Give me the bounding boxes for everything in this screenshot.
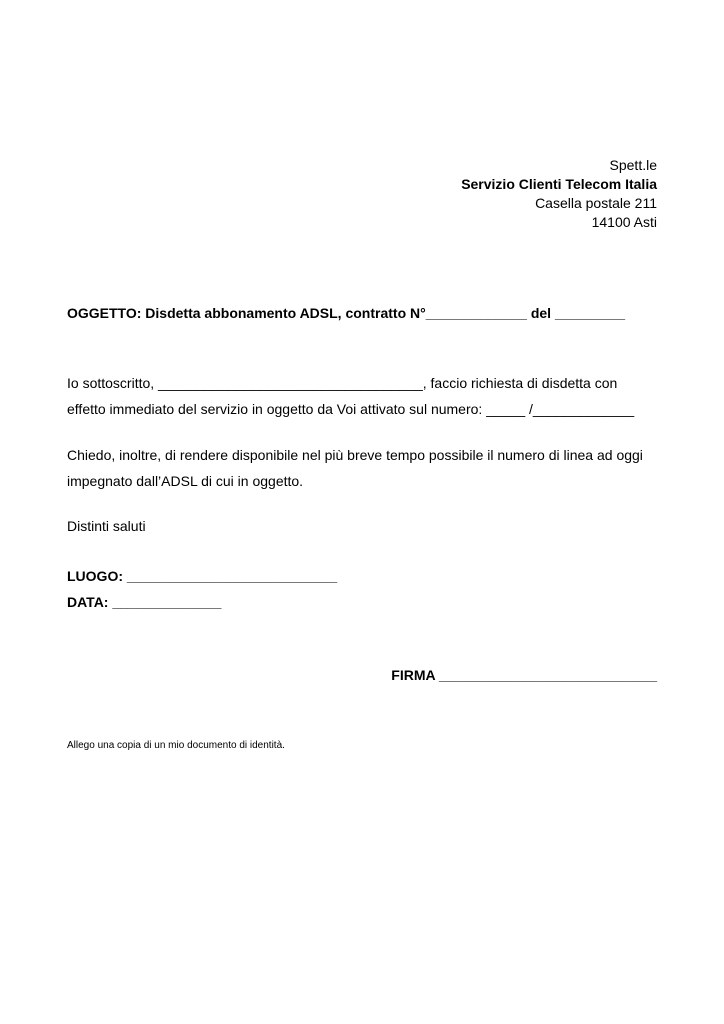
paragraph-request bbox=[67, 370, 667, 422]
paragraph-request-line-2: effetto immediato del servizio in oggetto da Voi attivato sul numero: _____ /_____________ bbox=[67, 401, 635, 417]
recipient-salutation: Spett.le bbox=[609, 157, 657, 173]
closing-greeting: Distinti saluti bbox=[67, 518, 146, 534]
place-field: LUOGO: ___________________________ bbox=[67, 568, 338, 584]
signature-field: FIRMA ____________________________ bbox=[391, 667, 657, 683]
paragraph-line-release bbox=[67, 442, 667, 494]
recipient-address: Casella postale 211 bbox=[535, 195, 657, 211]
subject-line: OGGETTO: Disdetta abbonamento ADSL, contratto N°_____________ del _________ bbox=[67, 305, 626, 321]
paragraph-request-line-1: Io sottoscritto, __________________________________, faccio richiesta di disdetta con bbox=[67, 375, 618, 391]
attachment-note: Allego una copia di un mio documento di identità. bbox=[67, 740, 285, 751]
recipient-block bbox=[461, 156, 657, 232]
recipient-name: Servizio Clienti Telecom Italia bbox=[461, 176, 657, 192]
recipient-city: 14100 Asti bbox=[591, 214, 657, 230]
paragraph-line-release-line-2: impegnato dall’ADSL di cui in oggetto. bbox=[67, 473, 304, 489]
date-field: DATA: ______________ bbox=[67, 594, 222, 610]
paragraph-line-release-line-1: Chiedo, inoltre, di rendere disponibile nel più breve tempo possibile il numero di linea ad oggi bbox=[67, 447, 643, 463]
